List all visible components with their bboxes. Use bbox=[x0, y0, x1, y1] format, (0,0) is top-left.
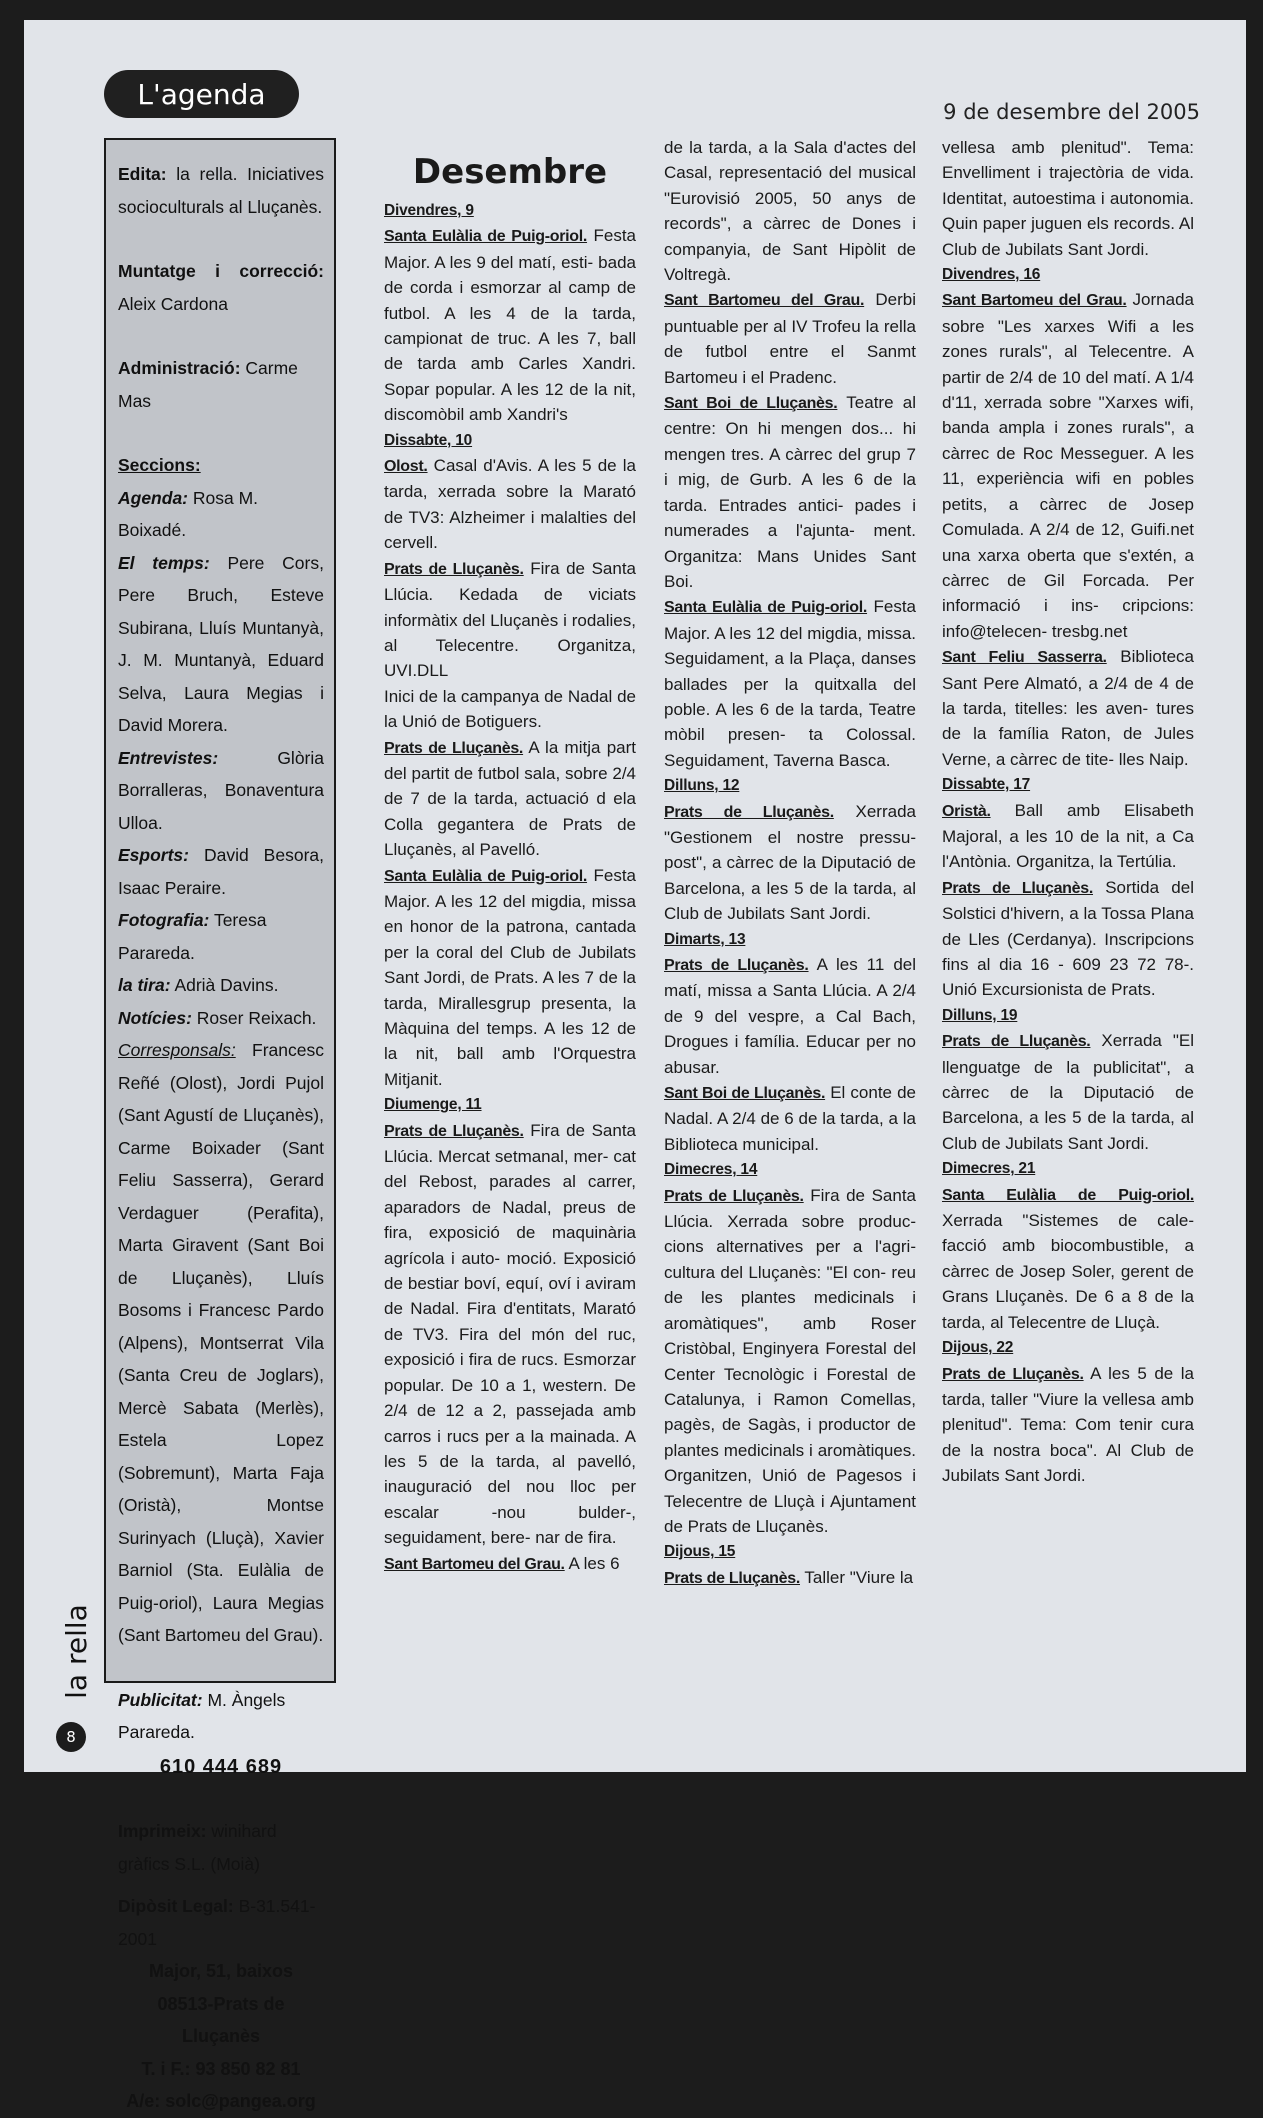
credits-address1: Major, 51, baixos bbox=[148, 1961, 294, 1981]
agenda-entry-text: Taller "Viure la bbox=[800, 1567, 914, 1587]
agenda-day-heading: Dijous, 22 bbox=[942, 1339, 1014, 1357]
agenda-entry-text: Biblioteca Sant Pere Almató, a 2/4 de 4 de la tarda, titelles: les aven- tures de la família Raton, de Jules Verne, a càrrec de tite- lles Naip. bbox=[942, 647, 1195, 769]
agenda-entry-text: Ball amb Elisabeth Majoral, a les 10 de la nit, a Ca l'Antònia. Organitza, la Tertúlia. bbox=[942, 800, 1194, 872]
agenda-entry bbox=[664, 799, 916, 927]
agenda-entry-text: Xerrada "Sistemes de cale- facció amb biocombustible, a càrrec de Josep Soler, gerent de Grans Lluçanès. De 6 a 8 de la tarda, al Telecentre de Lluçà. bbox=[942, 1211, 1194, 1332]
agenda-entry-text: Fira de Santa Llúcia. Kedada de viciats informàtix del Lluçanès i rodalies, al Telecentre. Organitza, UVI.DLL bbox=[384, 558, 636, 681]
agenda-entry-text: Inici de la campanya de Nadal de la Unió de Botiguers. bbox=[384, 686, 636, 732]
agenda-entry-place: Santa Eulàlia de Puig-oriol. bbox=[664, 599, 868, 617]
agenda-entry bbox=[384, 1118, 636, 1551]
agenda-entry bbox=[942, 1028, 1194, 1156]
agenda-entry-text: Casal d'Avis. A les 5 de la tarda, xerrada sobre la Marató de TV3: Alzheimer i malalties del cervell. bbox=[384, 456, 636, 553]
agenda-entry-place: Sant Boi de Lluçanès. bbox=[664, 395, 838, 413]
agenda-entry bbox=[384, 556, 636, 684]
credits-tira: la tira: Adrià Davins. bbox=[118, 975, 279, 995]
agenda-column-1 bbox=[384, 132, 636, 1577]
credits-admin: Administració: Carme Mas bbox=[118, 358, 298, 411]
agenda-entries-1 bbox=[384, 198, 636, 1577]
agenda-entry bbox=[942, 287, 1194, 644]
agenda-title: Desembre bbox=[412, 152, 608, 192]
credits-agenda: Agenda: Rosa M. Boixadé. bbox=[118, 487, 259, 540]
agenda-entry-place: Sant Bartomeu del Grau. bbox=[384, 1555, 565, 1573]
agenda-entry-text: Xerrada "Gestionem el nostre pressu- post", a càrrec de la Diputació de Barcelona, a les 5 de la tarda, al Club de Jubilats Sant Jordi. bbox=[664, 801, 916, 924]
credits-noticies: Notícies: Roser Reixach. bbox=[118, 1007, 317, 1028]
agenda-entry-place: Sant Feliu Sasserra. bbox=[942, 649, 1107, 667]
agenda-entry bbox=[942, 1361, 1194, 1489]
agenda-entry bbox=[942, 875, 1194, 1003]
agenda-entry bbox=[664, 390, 916, 594]
agenda-day-heading: Dijous, 15 bbox=[664, 1543, 736, 1561]
agenda-entry-place: Prats de Lluçanès. bbox=[942, 1365, 1084, 1383]
agenda-entry bbox=[384, 735, 636, 863]
agenda-entry-place: Prats de Lluçanès. bbox=[664, 1569, 800, 1587]
agenda-day-heading: Dissabte, 17 bbox=[942, 776, 1031, 794]
agenda-entry-text: vellesa amb plenitud". Tema: Envelliment i trajectòria de vida. Identitat, autoestima i autonomia. Quin paper juguen els records. Al Club de Jubilats Sant Jordi. bbox=[942, 138, 1194, 259]
credits-phone: 610 444 689 bbox=[159, 1755, 283, 1778]
agenda-entry bbox=[942, 644, 1194, 772]
agenda-entry-place: Prats de Lluçanès. bbox=[384, 1122, 524, 1140]
publication-name: la rella bbox=[59, 1603, 93, 1699]
agenda-entry-place: Santa Eulàlia de Puig-oriol. bbox=[384, 228, 588, 246]
agenda-entry bbox=[664, 1565, 916, 1591]
agenda-entry-place: Oristà. bbox=[942, 802, 991, 820]
agenda-entry-place: Prats de Lluçanès. bbox=[664, 1187, 804, 1205]
agenda-entry-text: A les 6 bbox=[564, 1553, 620, 1573]
credits-address2: 08513-Prats de Lluçanès bbox=[157, 1993, 285, 2046]
agenda-entry bbox=[664, 594, 916, 773]
agenda-day-heading: Divendres, 16 bbox=[942, 266, 1041, 284]
credits-seccions: Seccions: bbox=[118, 455, 201, 475]
credits-esports: Esports: David Besora, Isaac Peraire. bbox=[118, 845, 324, 898]
credits-imprimeix: Imprimeix: winihard gràfics S.L. (Moià) bbox=[118, 1821, 277, 1874]
agenda-entry bbox=[942, 798, 1194, 875]
agenda-entry-text: Fira de Santa Llúcia. Xerrada sobre produc- cions alternatives per a l'agri- cultura del Lluçanès: "El con- reu de les plantes medicinals i aromàtiques", amb Roser Cristòbal, Enginyera Forestal del Center Tecnològic i Forestal de Catalunya, i Ramon Comellas, pagès, de Sagàs, i productor de plantes medicinals i aromàtiques. Organitzen, Unió de Pagesos i Telecentre de Lluçà i Ajuntament de Prats de Lluçanès. bbox=[664, 1185, 916, 1536]
agenda-entry bbox=[664, 952, 916, 1080]
agenda-entry-place: Prats de Lluçanès. bbox=[664, 803, 834, 821]
credits-fotografia: Fotografia: Teresa Parareda. bbox=[118, 910, 267, 963]
agenda-entry bbox=[942, 1182, 1194, 1335]
agenda-entry-text: Festa Major. A les 12 del migdia, missa. Seguidament, a la Plaça, danses ballades per la quitxalla del poble. A les 6 de la tarda, Teatre mòbil presen- ta Colossal. Seguidament, Taverna Basca. bbox=[664, 597, 916, 770]
section-title: L'agenda bbox=[137, 77, 266, 111]
agenda-entry-text: El conte de Nadal. A 2/4 de 6 de la tarda, a la Biblioteca municipal. bbox=[664, 1083, 916, 1154]
agenda-day-heading: Dimecres, 21 bbox=[942, 1160, 1036, 1178]
agenda-entries-3 bbox=[942, 135, 1194, 1489]
credits-muntatge: Muntatge i correcció: Aleix Cardona bbox=[118, 261, 324, 314]
agenda-entry-place: Prats de Lluçanès. bbox=[942, 879, 1093, 897]
agenda-entry bbox=[942, 135, 1194, 262]
agenda-entry-text: Festa Major. A les 9 del matí, esti- bada de corda i esmorzar al camp de futbol. A les 4 de la tarda, campionat de truc. A les 7, ball de tarda amb Carles Xandri. Sopar popular. A les 12 de la nit, discomòbil amb Xandri's bbox=[384, 226, 636, 425]
section-header bbox=[104, 70, 299, 118]
agenda-day-heading: Dissabte, 10 bbox=[384, 431, 473, 449]
agenda-entry-place: Santa Eulàlia de Puig-oriol. bbox=[384, 867, 588, 885]
credits-tel: T. i F.: 93 850 82 81 bbox=[141, 2058, 301, 2079]
agenda-entry bbox=[664, 1183, 916, 1540]
agenda-entry-text: Teatre al centre: On hi mengen dos... hi mengen tres. A càrrec del grup 7 i mig, de Gurb. A les 6 de la tarda. Entrades antici- pades i numerades a l'ajunta- ment. Organitza: Mans Unides Sant Boi. bbox=[664, 393, 916, 591]
agenda-day-heading: Divendres, 9 bbox=[384, 202, 474, 219]
page-number: 8 bbox=[56, 1722, 86, 1752]
credits-entrevistes: Entrevistes: Glòria Borralleras, Bonaventura Ulloa. bbox=[118, 747, 324, 833]
agenda-entry-text: A les 11 del matí, missa a Santa Llúcia. A 2/4 de 9 del vespre, a Cal Bach, Drogues i família. Educar per no abusar. bbox=[664, 955, 917, 1077]
credits-box bbox=[104, 138, 336, 2111]
agenda-entry-place: Prats de Lluçanès. bbox=[664, 957, 809, 974]
credits-corresponsals: Corresponsals: Francesc Reñé (Olost), Jordi Pujol (Sant Agustí de Lluçanès), Carme Boixader (Sant Feliu Sasserra), Gerard Verdaguer (Perafita), Marta Giravent (Sant Boi de Lluçanès), Lluís Bosoms i Francesc Pardo (Alpens), Montserrat Vila (Santa Creu de Joglars), Mercè Sabata (Merlès), Estela Lopez (Sobremunt), Marta Faja (Oristà), Montse Surinyach (Lluçà), Xavier Barniol (Sta. Eulàlia de Puig-oriol), Laura Megias (Sant Bartomeu del Grau). bbox=[118, 1040, 324, 1645]
agenda-entry-text: de la tarda, a la Sala d'actes del Casal, representació del musical "Eurovisió 2005, 50 anys de records", a càrrec de Dones i companyia, de Sant Hipòlit de Voltregà. bbox=[664, 138, 916, 285]
agenda-entry-text: A les 5 de la tarda, taller "Viure la vellesa amb plenitud". Tema: Com tenir cura de la nostra boca". Al Club de Jubilats Sant Jordi. bbox=[942, 1363, 1194, 1486]
agenda-entry bbox=[384, 223, 636, 427]
credits-publicitat: Publicitat: M. Àngels Parareda. bbox=[118, 1689, 286, 1742]
agenda-entry-place: Prats de Lluçanès. bbox=[384, 739, 524, 757]
credits-edita: Edita: la rella. Iniciatives socioculturals al Lluçanès. bbox=[118, 164, 324, 217]
agenda-entry-place: Olost. bbox=[384, 458, 428, 476]
agenda-column-3 bbox=[942, 135, 1194, 1489]
agenda-entry bbox=[384, 1551, 636, 1577]
agenda-entries-2 bbox=[664, 135, 916, 1591]
credits-email: A/e: solc@pangea.org bbox=[126, 2091, 316, 2111]
agenda-entry-place: Sant Boi de Lluçanès. bbox=[664, 1085, 826, 1103]
agenda-entry bbox=[664, 1080, 916, 1157]
agenda-entry-place: Sant Bartomeu del Grau. bbox=[664, 292, 865, 310]
credits-diposit: Dipòsit Legal: B-31.541-2001 bbox=[118, 1896, 316, 1949]
credits-temps: El temps: Pere Cors, Pere Bruch, Esteve Subirana, Lluís Muntanyà, J. M. Muntanyà, Eduard Selva, Laura Megias i David Morera. bbox=[118, 552, 324, 735]
page bbox=[24, 20, 1246, 2111]
agenda-entry-place: Prats de Lluçanès. bbox=[384, 560, 524, 578]
agenda-entry bbox=[384, 684, 636, 735]
agenda-entry bbox=[664, 287, 916, 390]
agenda-column-2 bbox=[664, 135, 916, 1591]
agenda-entry-text: Fira de Santa Llúcia. Mercat setmanal, mer- cat del Rebost, parades al carrer, aparadors de Nadal, preus de fira, exposició de maquinària agrícola i auto- moció. Exposició de bestiar boví, equí, oví i aviram de Nadal. Fira d'entitats, Marató de TV3. Fira del món del ruc, exposició i fira de rucs. Esmorzar popular. De 10 a 1, western. De 2/4 de 12 a 2, passejada amb carros i rucs per a la mainada. A les 5 de la tarda, al pavelló, inauguració del nou lloc per escalar -nou bulder-, seguidament, bere- nar de fira. bbox=[384, 1120, 636, 1548]
agenda-entry bbox=[384, 863, 636, 1093]
agenda-day-heading: Dimarts, 13 bbox=[664, 930, 746, 948]
agenda-entry bbox=[384, 453, 636, 556]
agenda-entry-text: A la mitja part del partit de futbol sala, sobre 2/4 de 7 de la tarda, actuació d ela Colla gegantera de Prats de Lluçanès, al Pavelló. bbox=[384, 737, 636, 860]
agenda-day-heading: Dimecres, 14 bbox=[664, 1161, 758, 1179]
agenda-entry-place: Sant Bartomeu del Grau. bbox=[942, 292, 1127, 310]
agenda-entry-text: Xerrada "El llenguatge de la publicitat", a càrrec de la Diputació de Barcelona, a les 5 de la tarda, al Club de Jubilats Sant Jordi. bbox=[942, 1031, 1194, 1153]
agenda-entry-place: Prats de Lluçanès. bbox=[942, 1033, 1091, 1051]
agenda-entry-text: Derbi puntuable per al IV Trofeu la rella de futbol entre el Sanmt Bartomeu i el Pradenc. bbox=[664, 290, 916, 387]
agenda-entry-text: Jornada sobre "Les xarxes Wifi a les zones rurals", al Telecentre. A partir de 2/4 de 10 del matí. A 1/4 d'11, xerrada sobre "Xarxes wifi, banda ampla i zones rurals", a càrrec de Roc Messeguer. A les 11, experiència wifi en pobles petits, a càrrec de Josep Comulada. A 2/4 de 12, Guifi.net una xarxa oberta que s'extén, a càrrec de Gil Forcada. Per informació i ins- cripcions: info@telecen- tresbg.net bbox=[942, 290, 1194, 641]
agenda-entry-text: Sortida del Solstici d'hivern, a la Tossa Plana de Lles (Cerdanya). Inscripcions fins al dia 16 - 609 23 72 78-. Unió Excursionista de Prats. bbox=[942, 877, 1194, 1000]
agenda-day-heading: Dilluns, 12 bbox=[664, 777, 740, 795]
agenda-day-heading: Diumenge, 11 bbox=[384, 1096, 482, 1114]
agenda-entry bbox=[664, 135, 916, 287]
agenda-entry-place: Santa Eulàlia de Puig-oriol. bbox=[942, 1186, 1194, 1204]
agenda-entry-text: Festa Major. A les 12 del migdia, missa en honor de la patrona, cantada per la coral del Club de Jubilats Sant Jordi, de Prats. A les 7 de la tarda, Mirallesgrup presenta, la Màquina del temps. A les 12 de la nit, ball amb l'Orquestra Mitjanit. bbox=[384, 865, 636, 1089]
agenda-day-heading: Dilluns, 19 bbox=[942, 1006, 1018, 1024]
issue-date: 9 de desembre del 2005 bbox=[943, 100, 1200, 124]
